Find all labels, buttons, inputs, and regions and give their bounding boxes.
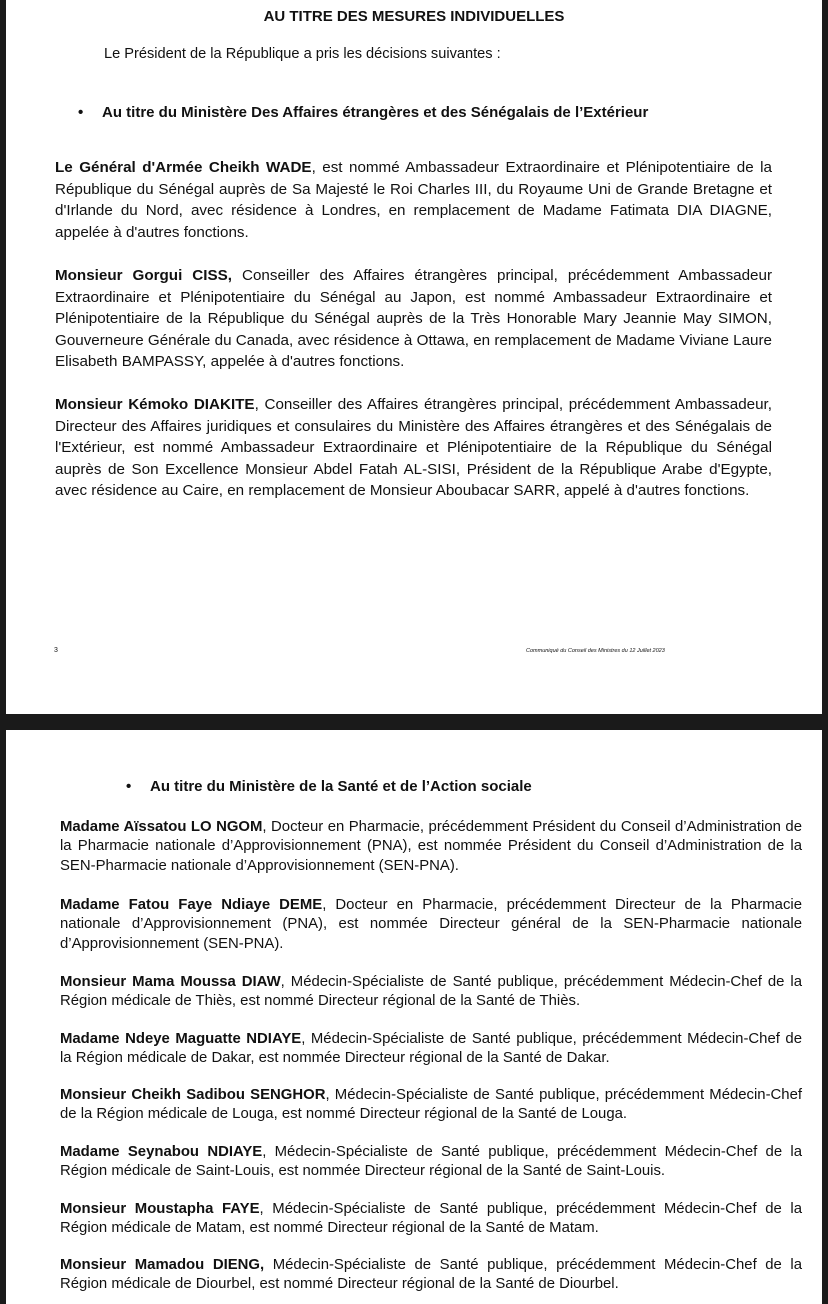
bullet-icon: • (78, 104, 84, 121)
appointee-name: Monsieur Mama Moussa DIAW (60, 974, 281, 990)
appointment-paragraph (60, 1143, 802, 1182)
appointee-name: Monsieur Gorgui CISS, (55, 267, 232, 284)
appointment-text: , Médecin-Spécialiste de Santé publique, précédemment Médecin-Chef de la Région médicale de Louga, est nommé Directeur régional de la Santé de Louga. (60, 1087, 802, 1123)
appointee-name: Le Général d'Armée Cheikh WADE (55, 159, 312, 176)
appointment-text: , Médecin-Spécialiste de Santé publique, précédemment Médecin-Chef de la Région médicale de Thiès, est nommé Directeur régional de la Santé de Thiès. (60, 974, 803, 1010)
ministry-bullet-foreign-affairs (78, 104, 648, 121)
appointment-paragraph (60, 1086, 802, 1125)
appointment-paragraph (60, 973, 802, 1012)
appointment-text: , Médecin-Spécialiste de Santé publique, précédemment Médecin-Chef de la Région médicale de Saint-Louis, est nommée Directeur régional de la Santé de Saint-Louis. (60, 1144, 802, 1180)
appointment-text: , Docteur en Pharmacie, précédemment Président du Conseil d’Administration de la Pharmacie nationale d’Approvisionnement (PNA), est nommée Président du Conseil d’Administration de la SEN-Pharmacie nationale d’Approvisionnement (SEN-PNA). (60, 819, 802, 874)
appointee-name: Madame Ndeye Maguatte NDIAYE (60, 1031, 302, 1047)
bullet-icon: • (126, 778, 132, 795)
page-footer: Communiqué du Conseil des Ministres du 12 Juillet 2023 (526, 648, 665, 654)
appointment-paragraph (60, 818, 802, 876)
ministry-bullet-label: Au titre du Ministère Des Affaires étrangères et des Sénégalais de l’Extérieur (102, 104, 649, 121)
appointment-paragraph (55, 157, 772, 243)
appointment-paragraph (55, 394, 772, 502)
ministry-bullet-health (126, 778, 532, 795)
appointment-paragraph (60, 1200, 802, 1239)
appointment-text: Conseiller des Affaires étrangères principal, précédemment Ambassadeur Extraordinaire et Plénipotentiaire du Sénégal au Japon, est nommé Ambassadeur Extraordinaire et Plénipotentiaire de la République du Sénégal auprès de la Très Honorable Mary Jeannie May SIMON, Gouverneure Générale du Canada, avec résidence à Ottawa, en remplacement de Madame Viviane Laure Elisabeth BAMPASSY, appelée à d'autres fonctions. (55, 267, 773, 371)
appointment-text: , Docteur en Pharmacie, précédemment Directeur de la Pharmacie nationale d’Approvisionnement (PNA), est nommée Directeur général de la SEN-Pharmacie nationale d’Approvisionnement (SEN-PNA). (60, 897, 802, 952)
appointee-name: Madame Seynabou NDIAYE (60, 1144, 263, 1160)
appointment-paragraph (60, 896, 802, 954)
document-page-4 (6, 730, 822, 1304)
appointment-text: , Médecin-Spécialiste de Santé publique, précédemment Médecin-Chef de la Région médicale de Dakar, est nommée Directeur régional de la Santé de Dakar. (60, 1031, 802, 1067)
appointee-name: Monsieur Mamadou DIENG, (60, 1257, 265, 1273)
page-number: 3 (54, 647, 58, 654)
appointee-name: Madame Aïssatou LO NGOM (60, 819, 263, 835)
appointment-paragraph (55, 265, 772, 373)
appointment-paragraph (60, 1030, 802, 1069)
document-page-3 (6, 0, 822, 714)
appointee-name: Monsieur Kémoko DIAKITE (55, 396, 255, 413)
section-heading: AU TITRE DES MESURES INDIVIDUELLES (263, 8, 565, 25)
intro-text: Le Président de la République a pris les décisions suivantes : (104, 46, 501, 62)
appointment-paragraph (60, 1256, 802, 1295)
appointment-text: , Médecin-Spécialiste de Santé publique, précédemment Médecin-Chef de la Région médicale de Matam, est nommé Directeur régional de la Santé de Matam. (60, 1201, 802, 1237)
appointment-text: , est nommé Ambassadeur Extraordinaire et Plénipotentiaire de la République du Sénégal auprès de Sa Majesté le Roi Charles III, du Royaume Uni de Grande Bretagne et d'Irlande du Nord, avec résidence à Londres, en remplacement de Madame Fatimata DIA DIAGNE, appelée à d'autres fonctions. (55, 159, 772, 241)
appointee-name: Madame Fatou Faye Ndiaye DEME (60, 897, 323, 913)
appointment-text: Médecin-Spécialiste de Santé publique, précédemment Médecin-Chef de la Région médicale de Diourbel, est nommé Directeur régional de la Santé de Diourbel. (60, 1257, 802, 1293)
appointment-text: , Conseiller des Affaires étrangères principal, précédemment Ambassadeur, Directeur des Affaires juridiques et consulaires du Ministère des Affaires étrangères et des Sénégalais de l'Extérieur, est nommé Ambassadeur Extraordinaire et Plénipotentiaire de la République du Sénégal auprès de Son Excellence Monsieur Abdel Fatah AL-SISI, Président de la République Arabe d'Egypte, avec résidence au Caire, en remplacement de Monsieur Aboubacar SARR, appelé à d'autres fonctions. (55, 396, 772, 500)
appointee-name: Monsieur Moustapha FAYE (60, 1201, 260, 1217)
appointee-name: Monsieur Cheikh Sadibou SENGHOR (60, 1087, 326, 1103)
ministry-bullet-label: Au titre du Ministère de la Santé et de l’Action sociale (150, 778, 532, 795)
